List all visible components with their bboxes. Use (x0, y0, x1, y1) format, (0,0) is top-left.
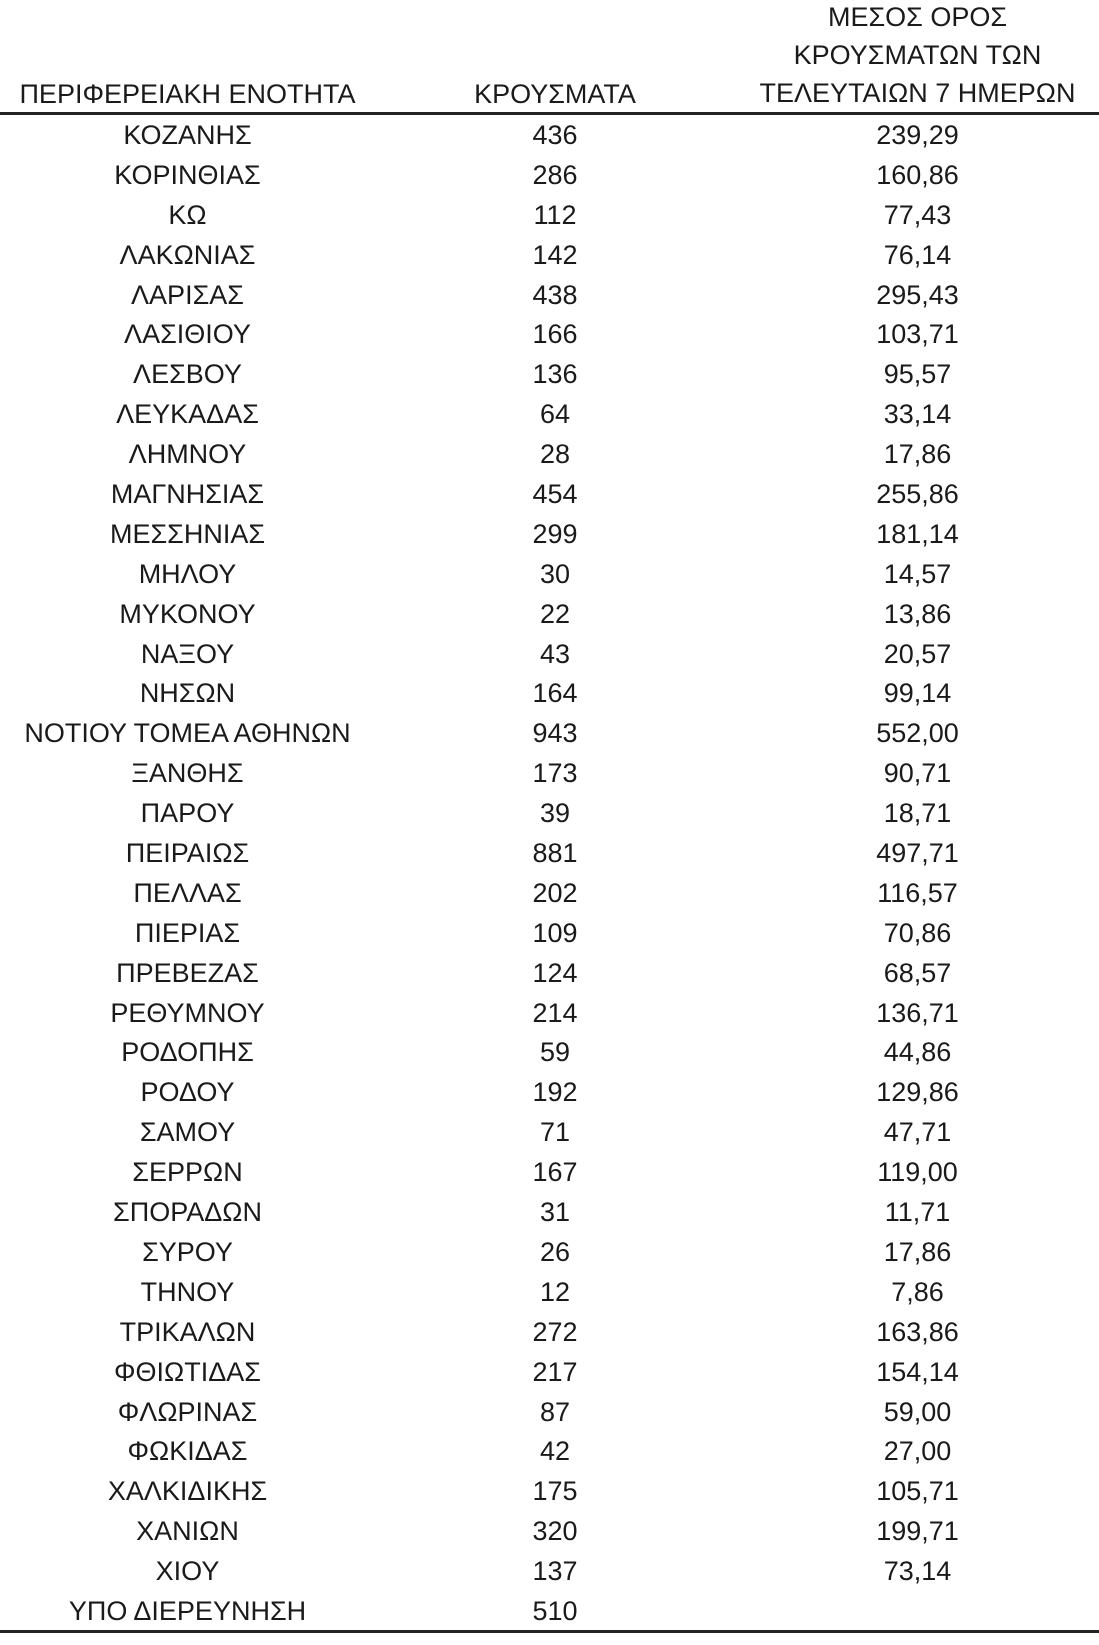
table-row (0, 276, 1099, 316)
cases-cell: 39 (539, 798, 571, 829)
region-cell: ΦΩΚΙΔΑΣ (127, 1436, 248, 1467)
table-row (0, 1193, 1099, 1233)
cases-cell: 943 (532, 718, 578, 749)
table-row (0, 475, 1099, 515)
region-cell: ΧΑΝΙΩΝ (136, 1516, 239, 1547)
cases-cell: 438 (532, 279, 578, 310)
table-row (0, 1432, 1099, 1472)
table-row (0, 1113, 1099, 1153)
region-cell: ΡΕΘΥΜΝΟΥ (110, 997, 265, 1028)
cases-cell: 26 (539, 1236, 571, 1267)
average-cell: 119,00 (877, 1157, 958, 1188)
average-cell: 73,14 (883, 1556, 952, 1587)
table-row (0, 515, 1099, 555)
table-row (0, 1552, 1099, 1592)
table-row (0, 1153, 1099, 1193)
header-divider (0, 112, 1099, 115)
region-cell: ΚΟΡΙΝΘΙΑΣ (114, 159, 261, 190)
region-cell: ΦΘΙΩΤΙΔΑΣ (114, 1356, 261, 1387)
region-cell: ΠΕΛΛΑΣ (133, 877, 242, 908)
table-row (0, 1353, 1099, 1393)
table-row (0, 355, 1099, 395)
average-cell: 59,00 (883, 1396, 952, 1427)
average-cell: 17,86 (883, 439, 952, 470)
average-cell: 44,86 (883, 1037, 952, 1068)
region-cell: ΣΑΜΟΥ (139, 1117, 236, 1148)
average-column-header (740, 0, 1095, 112)
table-row (0, 674, 1099, 714)
average-cell: 154,14 (876, 1356, 959, 1387)
cases-cell: 436 (532, 120, 578, 150)
table-row (0, 156, 1099, 196)
region-cell: ΛΑΣΙΘΙΟΥ (124, 319, 251, 350)
average-cell: 255,86 (876, 479, 959, 510)
region-cell: ΜΥΚΟΝΟΥ (119, 598, 256, 629)
region-cell: ΧΙΟΥ (155, 1556, 220, 1587)
average-cell: 7,86 (891, 1276, 944, 1307)
region-cell: ΡΟΔΟΥ (140, 1077, 235, 1108)
cases-cell: 12 (539, 1276, 571, 1307)
table-row (0, 196, 1099, 236)
average-cell: 70,86 (883, 917, 952, 948)
average-cell: 99,14 (883, 678, 952, 709)
cases-cell: 136 (532, 359, 578, 390)
region-cell: ΝΟΤΙΟΥ ΤΟΜΕΑ ΑΘΗΝΩΝ (24, 718, 351, 749)
cases-cell: 42 (539, 1436, 571, 1467)
average-cell: 13,86 (883, 598, 952, 629)
table-row (0, 954, 1099, 994)
cases-cell: 43 (539, 638, 571, 669)
table-row (0, 1393, 1099, 1433)
table-row (0, 635, 1099, 675)
region-cell: ΣΥΡΟΥ (142, 1236, 233, 1267)
table-row (0, 1233, 1099, 1273)
region-cell: ΜΗΛΟΥ (138, 558, 237, 589)
table-row (0, 1313, 1099, 1353)
cases-cell: 112 (533, 199, 577, 230)
average-cell: 116,57 (877, 877, 958, 908)
region-cell: ΜΕΣΣΗΝΙΑΣ (109, 518, 266, 549)
average-cell: 103,71 (876, 319, 959, 350)
table-row (0, 1073, 1099, 1113)
average-cell: 160,86 (876, 159, 959, 190)
table-row (0, 914, 1099, 954)
average-header-line-3: ΤΕΛΕΥΤΑΙΩΝ 7 ΗΜΕΡΩΝ (759, 78, 1076, 108)
table-row (0, 116, 1099, 156)
cases-cell: 30 (539, 558, 571, 589)
average-cell: 33,14 (883, 399, 952, 430)
cases-cell: 272 (532, 1316, 578, 1347)
average-cell: 68,57 (883, 957, 952, 988)
cases-cell: 87 (539, 1396, 571, 1427)
average-cell: 105,71 (876, 1476, 959, 1507)
cases-cell: 124 (532, 957, 578, 988)
table-row (0, 1273, 1099, 1313)
cases-cell: 142 (532, 239, 578, 270)
average-cell: 497,71 (876, 838, 959, 869)
average-cell: 77,43 (883, 199, 952, 230)
cases-cell: 164 (532, 678, 578, 709)
cases-cell: 167 (532, 1157, 578, 1188)
average-cell: 136,71 (876, 997, 959, 1028)
average-cell: 20,57 (883, 638, 952, 669)
average-cell: 47,71 (883, 1117, 952, 1148)
cases-cell: 192 (532, 1077, 578, 1108)
region-cell: ΥΠΟ ΔΙΕΡΕΥΝΗΣΗ (68, 1595, 307, 1626)
region-cell: ΠΡΕΒΕΖΑΣ (116, 957, 259, 988)
region-cell: ΠΑΡΟΥ (140, 798, 235, 829)
cases-cell: 71 (539, 1117, 571, 1148)
region-cell: ΣΕΡΡΩΝ (132, 1157, 243, 1188)
average-cell: 18,71 (883, 798, 952, 829)
region-cell: ΠΙΕΡΙΑΣ (134, 917, 241, 948)
average-cell: 129,86 (876, 1077, 959, 1108)
average-cell: 11,71 (884, 1197, 951, 1228)
table-row (0, 395, 1099, 435)
average-cell: 199,71 (876, 1516, 959, 1547)
table-row (0, 794, 1099, 834)
region-cell: ΚΩ (168, 199, 207, 230)
average-cell: 552,00 (876, 718, 959, 749)
cases-cell: 59 (539, 1037, 571, 1068)
table-row (0, 595, 1099, 635)
cases-cell: 28 (539, 439, 571, 470)
cases-cell: 175 (532, 1476, 578, 1507)
cases-cell: 299 (532, 518, 578, 549)
region-cell: ΞΑΝΘΗΣ (131, 758, 244, 789)
average-cell: 76,14 (883, 239, 952, 270)
average-cell: 181,14 (876, 518, 959, 549)
region-cell: ΚΟΖΑΝΗΣ (123, 120, 252, 150)
table-bottom-rule (0, 1630, 1099, 1633)
average-cell: 27,00 (883, 1436, 952, 1467)
cases-column-header: ΚΡΟΥΣΜΑΤΑ (474, 79, 636, 109)
table-header (0, 0, 1099, 112)
cases-cell: 173 (532, 758, 578, 789)
table-row (0, 1592, 1099, 1632)
table-row (0, 754, 1099, 794)
table-row (0, 834, 1099, 874)
region-cell: ΛΕΥΚΑΔΑΣ (116, 399, 259, 430)
table-body (0, 116, 1099, 1632)
average-header-line-1: ΜΕΣΟΣ ΟΡΟΣ (827, 2, 1008, 32)
cases-cell: 320 (532, 1516, 578, 1547)
average-cell: 95,57 (883, 359, 952, 390)
average-cell: 295,43 (876, 279, 959, 310)
region-cell: ΛΗΜΝΟΥ (128, 439, 247, 470)
table-row (0, 315, 1099, 355)
cases-cell: 214 (532, 997, 578, 1028)
table-row (0, 1033, 1099, 1073)
table-row (0, 874, 1099, 914)
cases-cell: 881 (532, 838, 578, 869)
region-cell: ΠΕΙΡΑΙΩΣ (125, 838, 250, 869)
cases-cell: 137 (532, 1556, 578, 1587)
table-row (0, 435, 1099, 475)
region-cell: ΝΑΞΟΥ (140, 638, 235, 669)
cases-cell: 31 (539, 1197, 571, 1228)
average-cell: 17,86 (883, 1236, 952, 1267)
region-cell: ΛΑΡΙΣΑΣ (131, 279, 244, 310)
table-row (0, 1512, 1099, 1552)
region-cell: ΛΕΣΒΟΥ (133, 359, 242, 390)
region-cell: ΡΟΔΟΠΗΣ (121, 1037, 254, 1068)
region-cell: ΛΑΚΩΝΙΑΣ (119, 239, 256, 270)
region-cell: ΣΠΟΡΑΔΩΝ (113, 1197, 262, 1228)
table-row (0, 994, 1099, 1034)
region-cell: ΤΗΝΟΥ (140, 1276, 235, 1307)
region-cell: ΤΡΙΚΑΛΩΝ (119, 1316, 256, 1347)
cases-cell: 22 (539, 598, 571, 629)
region-cell: ΝΗΣΩΝ (139, 678, 236, 709)
cases-cell: 64 (539, 399, 571, 430)
table-row (0, 555, 1099, 595)
region-column-header: ΠΕΡΙΦΕΡΕΙΑΚΗ ΕΝΟΤΗΤΑ (19, 79, 356, 109)
cases-cell: 166 (532, 319, 578, 350)
table-row (0, 1472, 1099, 1512)
table-row (0, 714, 1099, 754)
average-cell: 163,86 (876, 1316, 959, 1347)
average-cell: 90,71 (883, 758, 952, 789)
cases-cell: 286 (532, 159, 578, 190)
average-cell: 239,29 (876, 120, 959, 150)
average-cell: 14,57 (883, 558, 952, 589)
cases-cell: 510 (532, 1595, 578, 1626)
cases-cell: 454 (532, 479, 578, 510)
average-header-line-2: ΚΡΟΥΣΜΑΤΩΝ ΤΩΝ (793, 40, 1042, 70)
table-row (0, 236, 1099, 276)
region-cell: ΦΛΩΡΙΝΑΣ (117, 1396, 258, 1427)
cases-cell: 109 (532, 917, 578, 948)
region-cell: ΧΑΛΚΙΔΙΚΗΣ (107, 1476, 268, 1507)
cases-cell: 217 (532, 1356, 578, 1387)
cases-cell: 202 (532, 877, 578, 908)
region-cell: ΜΑΓΝΗΣΙΑΣ (110, 479, 265, 510)
